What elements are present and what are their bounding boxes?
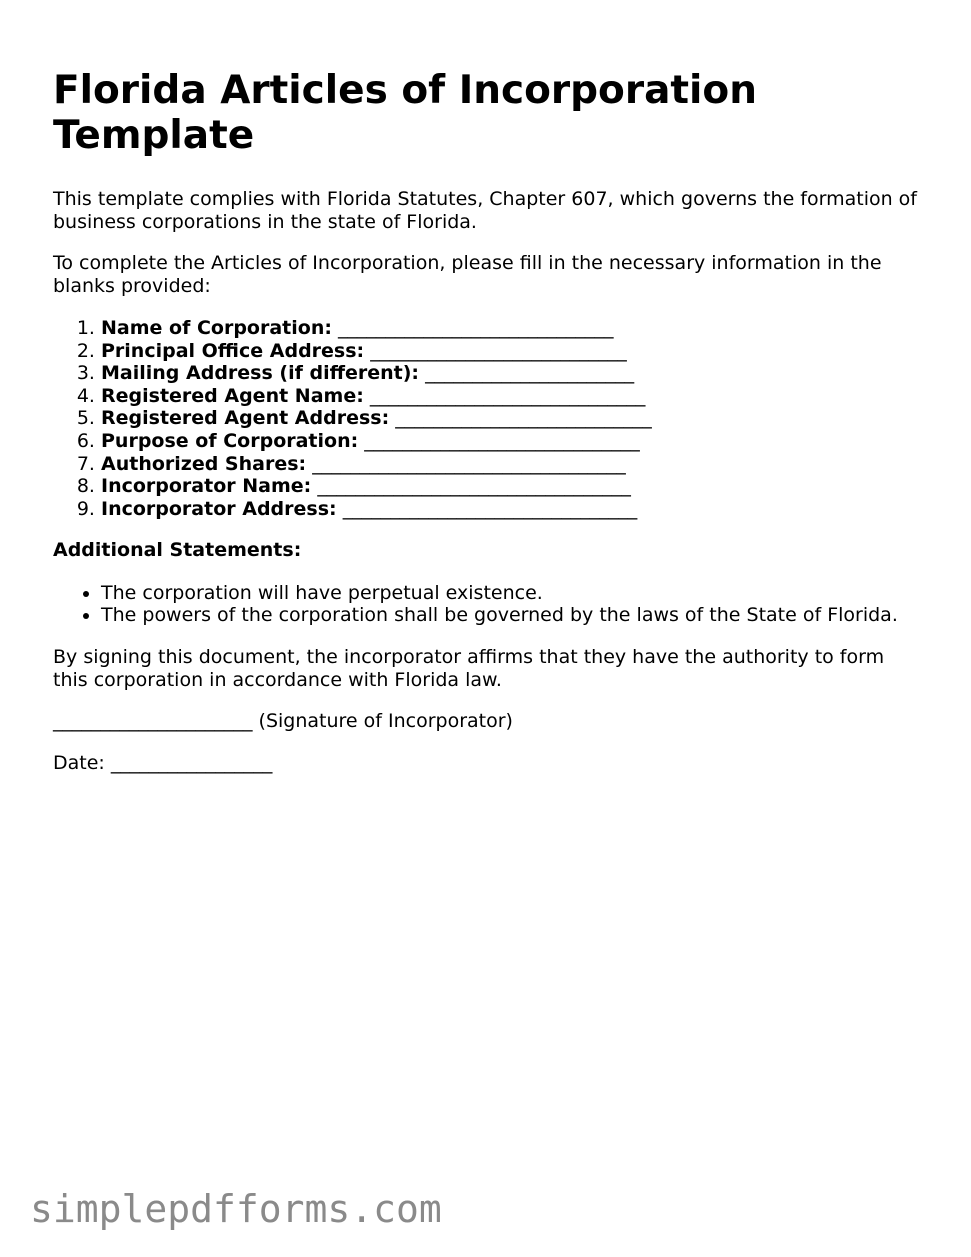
field-blank[interactable]: ___________________________ [370, 339, 627, 362]
list-item [101, 407, 923, 430]
intro-paragraph: This template complies with Florida Statutes, Chapter 607, which governs the formation of business corporations in the state of Florida. [53, 188, 917, 233]
field-label: Registered Agent Name: [101, 384, 364, 407]
list-item: • The powers of the corporation shall be governed by the laws of the State of Florida. [101, 604, 923, 627]
list-item [101, 385, 923, 408]
field-label: Incorporator Address: [101, 497, 337, 520]
list-item [101, 362, 923, 385]
field-blank[interactable]: _____________________________ [364, 429, 640, 452]
field-label: Purpose of Corporation: [101, 429, 359, 452]
list-item [101, 475, 923, 498]
list-item: • The corporation will have perpetual existence. [101, 582, 923, 605]
field-blank[interactable]: _____________________________ [338, 317, 614, 339]
field-blank[interactable]: _________________________________ [317, 475, 631, 498]
field-blank[interactable]: ______________________ [425, 362, 635, 385]
field-label: Name of Corporation: [101, 317, 332, 339]
field-blank[interactable]: _______________________________ [342, 497, 638, 520]
document-page [53, 68, 923, 774]
field-label: Registered Agent Address: [101, 407, 390, 430]
field-label: Mailing Address (if different): [101, 362, 420, 385]
field-blank[interactable]: _________________________________ [312, 452, 626, 475]
list-item [101, 453, 923, 476]
affirmation-paragraph: By signing this document, the incorporator affirms that they have the authority to form this corporation in accordance with Florida law. [53, 646, 885, 691]
field-blank[interactable]: ___________________________ [395, 407, 652, 430]
field-label: Authorized Shares: [101, 452, 307, 475]
additional-statements-heading: Additional Statements: [53, 539, 302, 562]
list-item [101, 430, 923, 453]
fields-list [53, 317, 923, 520]
list-item [101, 317, 923, 340]
watermark-text: simplepdfforms.com [30, 1187, 442, 1231]
document-title: Florida Articles of Incorporation Template [53, 68, 757, 158]
field-blank[interactable]: _____________________________ [369, 384, 646, 407]
field-label: Incorporator Name: [101, 475, 312, 498]
date-line[interactable]: Date: _________________ [53, 751, 273, 774]
list-item [101, 340, 923, 363]
statements-list [53, 582, 923, 627]
instructions-paragraph: To complete the Articles of Incorporation, please fill in the necessary information in the blanks provided: [53, 252, 882, 297]
signature-line[interactable]: _____________________ (Signature of Incorporator) [53, 710, 513, 733]
list-item [101, 498, 923, 521]
field-label: Principal Office Address: [101, 339, 365, 362]
